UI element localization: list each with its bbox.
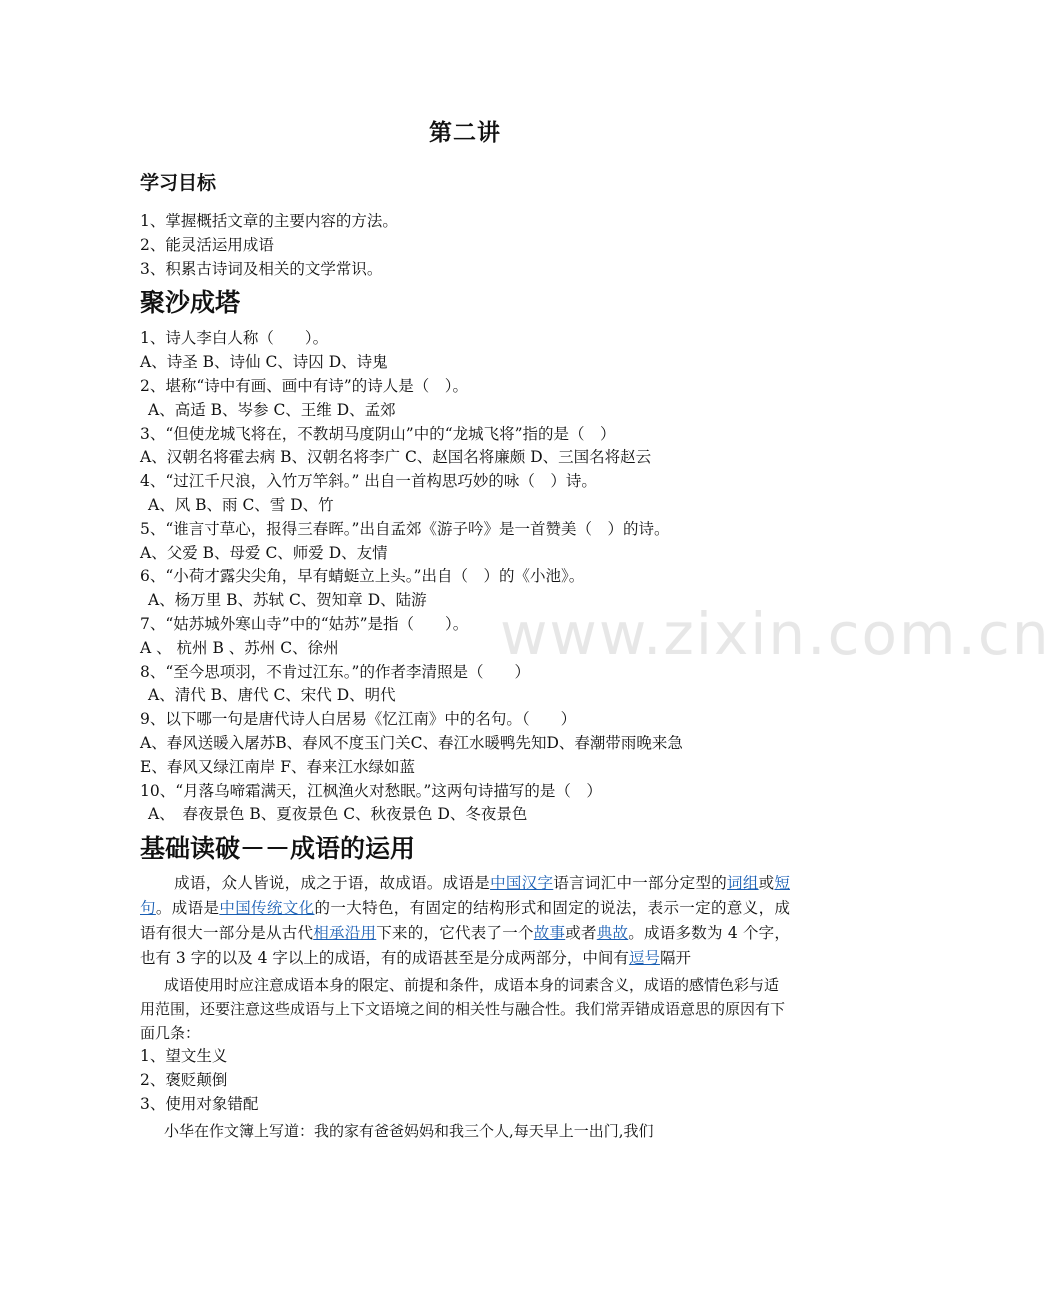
idiom-usage-paragraph: 成语使用时应注意成语本身的限定、前提和条件，成语本身的词素含义，成语的感情色彩与适用范围，还要注意这些成语与上下文语境之间的相关性与融合性。我们常弄错成语意思的原因有下面几条：	[140, 976, 786, 1043]
quiz-line: A、汉朝名将霍去病 B、汉朝名将李广 C、赵国名将廉颇 D、三国名将赵云	[140, 448, 652, 467]
quiz-line: 7、“姑苏城外寒山寺”中的“姑苏”是指（ ）。	[140, 614, 469, 633]
link-allusion[interactable]: 典故	[596, 924, 629, 943]
link-short-sentence[interactable]: 短句	[140, 874, 790, 918]
document-page	[140, 112, 790, 1143]
page-title: 第二讲	[429, 120, 501, 146]
objective-item: 2、能灵活运用成语	[140, 235, 274, 254]
quiz-line: 5、“谁言寸草心，报得三春晖。”出自孟郊《游子吟》是一首赞美（ ）的诗。	[140, 519, 670, 538]
link-traditional-culture[interactable]: 中国传统文化	[219, 899, 315, 918]
quiz-line: 1、诗人李白人称（ ）。	[140, 329, 329, 348]
quiz-line: A、 春夜景色 B、夏夜景色 C、秋夜景色 D、冬夜景色	[148, 805, 528, 824]
quiz-heading: 聚沙成塔	[140, 288, 241, 318]
quiz-line: 3、“但使龙城飞将在，不教胡马度阴山”中的“龙城飞将”指的是（ ）	[140, 424, 616, 443]
quiz-line: 9、以下哪一句是唐代诗人白居易《忆江南》中的名句。（ ）	[140, 710, 577, 729]
objectives-heading: 学习目标	[140, 172, 217, 194]
quiz-line: A、春风送暖入屠苏B、春风不度玉门关C、春江水暖鸭先知D、春潮带雨晚来急	[140, 733, 683, 752]
quiz-line: 8、“至今思项羽，不肯过江东。”的作者李清照是（ ）	[140, 662, 530, 681]
reason-item: 1、望文生义	[140, 1047, 228, 1066]
quiz-line: A、父爱 B、母爱 C、师爱 D、友情	[140, 543, 388, 562]
quiz-line: 2、堪称“诗中有画、画中有诗”的诗人是（ ）。	[140, 376, 468, 395]
reason-item: 2、褒贬颠倒	[140, 1070, 228, 1089]
link-story[interactable]: 故事	[533, 924, 566, 943]
quiz-line: E、春风又绿江南岸 F、春来江水绿如蓝	[140, 757, 415, 776]
objective-item: 1、掌握概括文章的主要内容的方法。	[140, 212, 398, 230]
link-inherited[interactable]: 相承沿用	[313, 924, 377, 943]
basics-heading: 基础读破－－成语的运用	[140, 834, 416, 864]
objective-item: 3、积累古诗词及相关的文学常识。	[140, 259, 383, 278]
quiz-line: A 、 杭州 B 、苏州 C、徐州	[140, 638, 339, 657]
quiz-line: A、杨万里 B、苏轼 C、贺知章 D、陆游	[148, 591, 427, 610]
reason-item: 3、使用对象错配	[140, 1094, 259, 1113]
quiz-line: A、风 B、雨 C、雪 D、竹	[148, 495, 334, 514]
quiz-line: 6、“小荷才露尖尖角，早有蜻蜓立上头。”出自（ ）的《小池》。	[140, 567, 585, 586]
link-phrase[interactable]: 词组	[727, 874, 759, 893]
idiom-definition-paragraph: 成语，众人皆说，成之于语，故成语。成语是中国汉字语言词汇中一部分定型的词组或短句。成语是中国传统文化的一大特色，有固定的结构形式和固定的说法，表示一定的意义，成语有很大一部分是从古代相承沿用下来的，它代表了一个故事或者典故。成语多数为 4 个字，也有 3 字的以及 4 字以上的成语，有的成语甚至是分成两部分，中间有逗号隔开	[140, 874, 790, 968]
quiz-line: 10、“月落乌啼霜满天，江枫渔火对愁眠。”这两句诗描写的是（ ）	[140, 781, 602, 800]
example-paragraph: 小华在作文簿上写道：我的家有爸爸妈妈和我三个人,每天早上一出门,我们	[164, 1121, 654, 1140]
quiz-line: A、高适 B、岑参 C、王维 D、孟郊	[148, 400, 396, 419]
quiz-line: A、清代 B、唐代 C、宋代 D、明代	[148, 686, 396, 705]
link-chinese-characters[interactable]: 中国汉字	[490, 874, 554, 893]
quiz-line: A、诗圣 B、诗仙 C、诗囚 D、诗鬼	[140, 353, 388, 372]
link-comma[interactable]: 逗号	[628, 949, 660, 968]
watermark: www.zixin.com.cn	[500, 600, 1051, 668]
quiz-line: 4、“过江千尺浪，入竹万竿斜。” 出自一首构思巧妙的咏（ ）诗。	[140, 472, 597, 491]
